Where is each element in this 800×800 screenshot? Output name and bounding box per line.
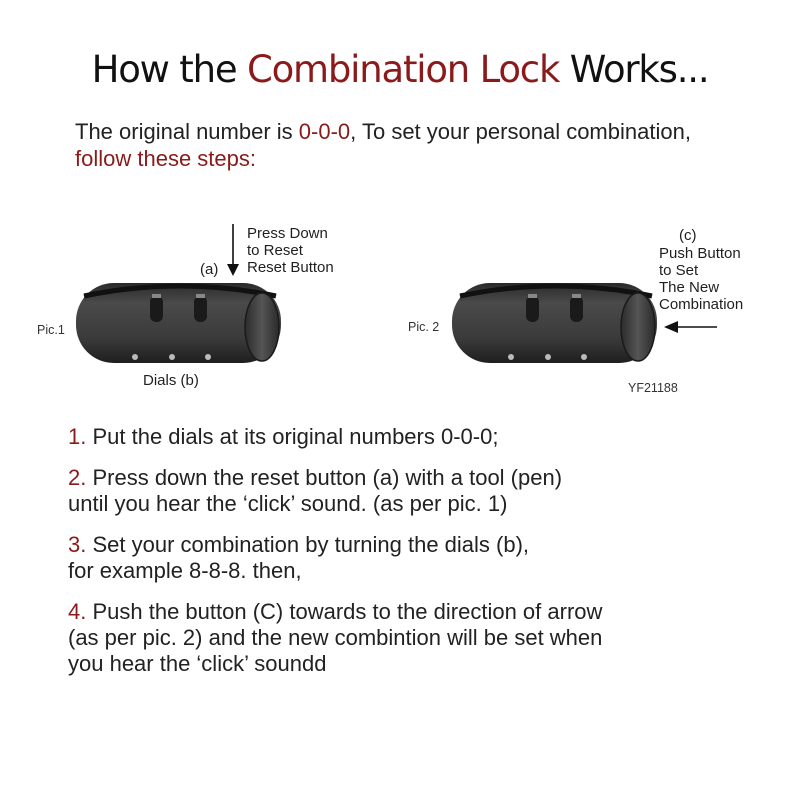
- model-number: YF21188: [628, 381, 678, 395]
- step-number: 1.: [68, 424, 87, 449]
- reset-line-2: to Reset: [247, 242, 303, 259]
- step-text: Set your combination by turning the dials (b),: [86, 532, 530, 557]
- steps-list: [68, 424, 602, 692]
- step-1: [68, 424, 602, 450]
- title-highlight: Combination Lock: [246, 48, 560, 91]
- push-line-1: Push Button: [659, 245, 741, 262]
- intro-line2: follow these steps:: [75, 146, 256, 171]
- step-4: [68, 599, 602, 677]
- pic2-label: Pic. 2: [408, 320, 440, 334]
- push-marker: (c): [679, 227, 697, 244]
- intro-part2: , To set your personal combination,: [350, 119, 691, 144]
- reset-marker: (a): [200, 261, 219, 278]
- step-number: 2.: [68, 465, 87, 490]
- reset-line-3: Reset Button: [247, 259, 334, 276]
- intro-code: 0-0-0: [298, 119, 351, 144]
- step-number: 3.: [68, 532, 87, 557]
- down-arrow-icon: [227, 224, 239, 276]
- step-text: you hear the ‘click’ soundd: [68, 651, 327, 676]
- step-text: Push the button (C) towards to the direction of arrow: [86, 599, 603, 624]
- push-line-3: The New: [659, 279, 720, 296]
- step-text: for example 8-8-8. then,: [68, 558, 302, 583]
- title-prefix: How the: [91, 48, 247, 91]
- push-line-4: Combination: [659, 296, 744, 313]
- push-instruction: [659, 245, 743, 313]
- reset-line-1: Press Down: [247, 225, 328, 242]
- title-suffix: Works...: [559, 48, 709, 91]
- lock-body-1: [76, 283, 281, 363]
- step-text: until you hear the ‘click’ sound. (as per pic. 1): [68, 491, 508, 516]
- step-text: Put the dials at its original numbers 0-0-0;: [86, 424, 499, 449]
- pic1-label: Pic.1: [37, 323, 65, 337]
- left-arrow-icon: [664, 321, 717, 333]
- step-number: 4.: [68, 599, 87, 624]
- dials-label: Dials (b): [143, 372, 199, 389]
- push-line-2: to Set: [659, 262, 699, 279]
- reset-instruction: [247, 225, 334, 276]
- step-text: Press down the reset button (a) with a tool (pen): [86, 465, 563, 490]
- intro-part1: The original number is: [75, 119, 299, 144]
- intro-text: [75, 118, 691, 172]
- step-2: [68, 465, 602, 517]
- step-text: (as per pic. 2) and the new combintion will be set when: [68, 625, 603, 650]
- page-title: [0, 48, 800, 91]
- step-3: [68, 532, 602, 584]
- lock-body-2: [452, 283, 657, 363]
